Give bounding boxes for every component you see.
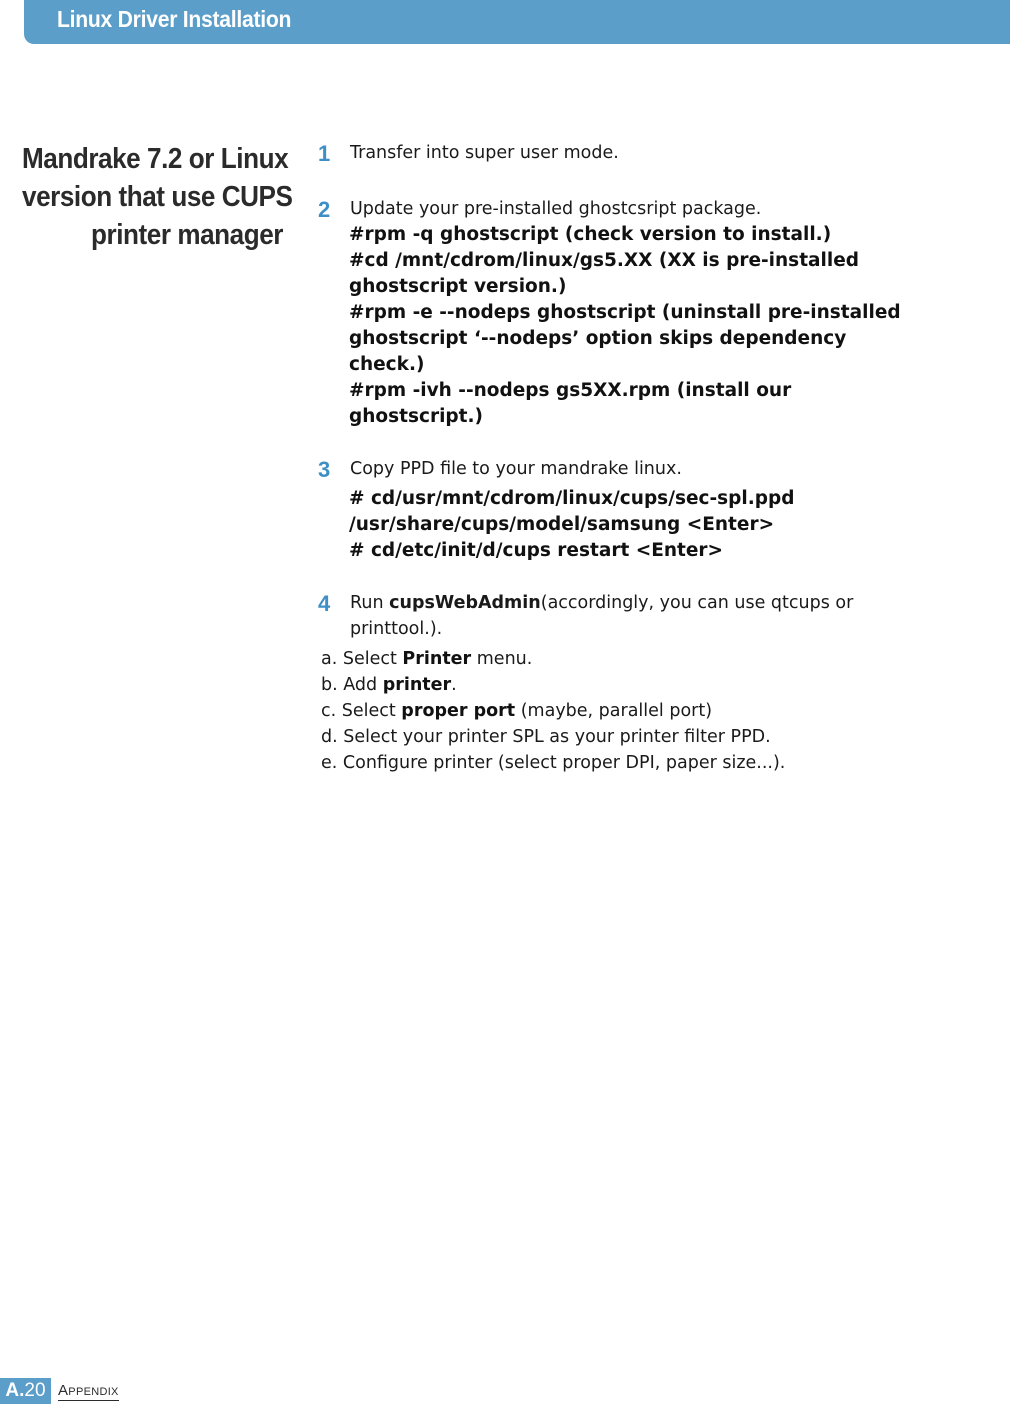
step-text-start: Run [350, 593, 390, 613]
step-text [350, 590, 958, 616]
step-number: 4 [318, 591, 331, 616]
step-1 [318, 140, 958, 166]
command-line: /usr/share/cups/model/samsung <Enter> [349, 514, 775, 535]
substep-a: a. Select Printer menu. [321, 649, 533, 669]
step-text: Copy PPD file to your mandrake linux. [350, 459, 682, 479]
step-text-continued: printtool.). [350, 619, 443, 639]
step-text: Transfer into super user mode. [350, 143, 619, 163]
step-text-end: (accordingly, you can use qtcups or [540, 593, 854, 613]
command-line: ghostscript ‘--nodeps’ option skips dependency [349, 328, 847, 349]
app-name: cupsWebAdmin [389, 593, 541, 613]
command-line: #rpm -ivh --nodeps gs5XX.rpm (install our [349, 380, 792, 401]
page-footer [0, 1378, 200, 1404]
command-line: # cd/etc/init/d/cups restart <Enter> [349, 540, 724, 561]
footer-section-label: Appendix [58, 1382, 119, 1399]
header-bar [24, 0, 1010, 44]
step-number: 3 [318, 457, 331, 482]
substep-c: c. Select proper port (maybe, parallel port) [321, 701, 713, 721]
command-line: # cd/usr/mnt/cdrom/linux/cups/sec-spl.ppd [349, 488, 795, 509]
step-text: Update your pre-installed ghostcsript package. [350, 199, 762, 219]
command-line: check.) [349, 354, 425, 375]
command-line: ghostscript version.) [349, 276, 567, 297]
command-line: #rpm -q ghostscript (check version to install.) [349, 224, 832, 245]
step-number: 2 [318, 197, 331, 222]
step-4 [318, 590, 958, 642]
substep-e: e. Configure printer (select proper DPI, paper size...). [321, 753, 786, 773]
page-number: A.20 [0, 1378, 51, 1404]
section-heading-line-1: Mandrake 7.2 or Linux [22, 143, 289, 175]
section-heading-line-2: version that use CUPS [22, 181, 293, 213]
command-line: #rpm -e --nodeps ghostscript (uninstall pre-installed [349, 302, 901, 323]
step-2 [318, 196, 958, 430]
command-line: #cd /mnt/cdrom/linux/gs5.XX (XX is pre-installed [349, 250, 859, 271]
instructions [318, 140, 958, 776]
substep-d: d. Select your printer SPL as your printer filter PPD. [321, 727, 771, 747]
page-title: Linux Driver Installation [57, 6, 292, 32]
command-line: ghostscript.) [349, 406, 483, 427]
substep-b: b. Add printer. [321, 675, 457, 695]
section-heading [0, 140, 293, 254]
step-3 [318, 456, 958, 564]
section-heading-line-3: printer manager [91, 219, 284, 251]
step-number: 1 [318, 141, 331, 166]
